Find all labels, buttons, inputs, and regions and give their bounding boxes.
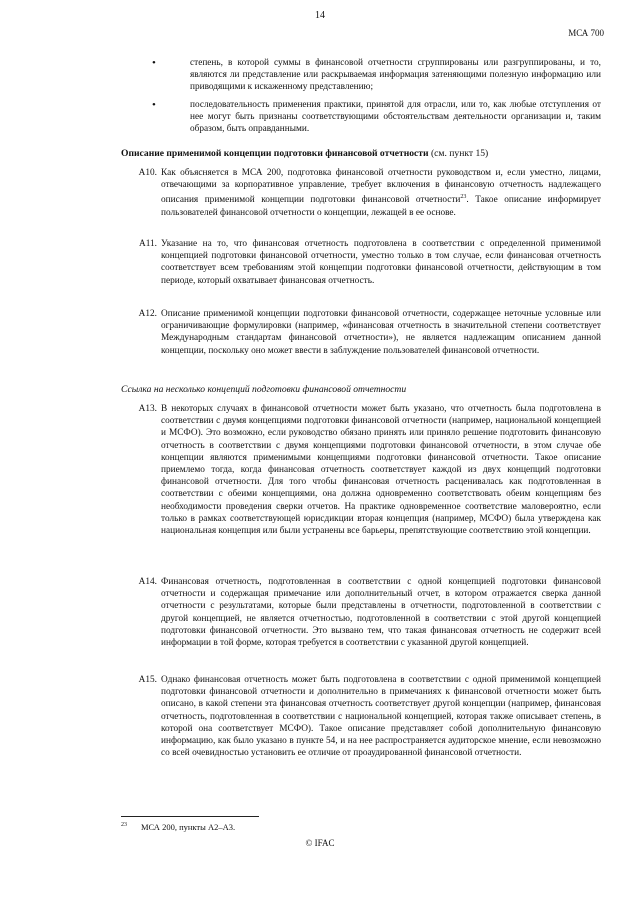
page-number: 14: [315, 10, 325, 21]
paragraph-text: Финансовая отчетность, подготовленная в соответствии с одной концепцией подготовки финансовой отчетности и содержащая примечание или дополнительный отчет, в котором отражается сверка данной отчетности с результатами, которые были представлены в отчетности, подготовленной в соответствии с другой концепцией, не является отчетностью, подготовленной в соответствии с этой другой концепцией подготовки финансовой отчетности. Это вызвано тем, что такая финансовая отчетность не содержит всей информации в той форме, которая требуется в соответствии с указанной другой концепцией.: [161, 577, 601, 649]
footnote-number: 23: [121, 822, 127, 829]
paragraph-a14: [121, 576, 601, 649]
paragraph-text: Однако финансовая отчетность может быть подготовлена в соответствии с одной применимой концепцией подготовки финансовой отчетности и дополнительно в примечаниях к финансовой отчетности может быть описано, в какой степени эта финансовая отчетность соответствует другой концепции (например, финансовая отчетность, подготовленная в соответствии с национальной концепцией, которая также описывает степень, в которой она соответствует МСФО). Такое описание представляет собой дополнительную финансовую информацию, как было указано в пункте 54, и на нее распространяется аудиторское мнение, если невозможно со всей очевидностью установить ее отличие от проаудированной финансовой отчетности.: [161, 675, 601, 759]
subsection-heading: Ссылка на несколько концепций подготовки финансовой отчетности: [121, 384, 407, 395]
bullet-icon: •: [152, 98, 156, 111]
footnote-divider: [121, 816, 259, 817]
paragraph-number: A13.: [138, 404, 157, 414]
list-item: [152, 99, 601, 136]
paragraph-number: A15.: [138, 675, 157, 685]
section-heading-text: Описание применимой концепции подготовки финансовой отчетности: [121, 148, 429, 159]
paragraph-a15: [121, 674, 601, 759]
standard-reference: МСА 700: [568, 28, 604, 38]
footnote: [121, 822, 235, 832]
paragraph-a12: [121, 308, 601, 357]
paragraph-text: Как объясняется в МСА 200, подготовка финансовой отчетности руководством и, если уместно, лицами, отвечающими за корпоративное управление, требует включения в финансовую отчетность надлежащего описания применимой концепции подготовки финансовой отчетности: [161, 168, 601, 206]
section-heading: [121, 148, 488, 159]
paragraph-number: A14.: [138, 577, 157, 587]
paragraph-text: Указание на то, что финансовая отчетность подготовлена в соответствии с определенной применимой концепцией подготовки финансовой отчетности, уместно только в том случае, если финансовая отчетность соответствует всем требованиям этой концепции подготовки финансовой отчетности, действующим в том периоде, который охватывает финансовая отчетность.: [161, 239, 601, 286]
paragraph-text: В некоторых случаях в финансовой отчетности может быть указано, что отчетность была подготовлена в соответствии с двумя концепциями подготовки финансовой отчетности (например, национальной концепцией и МСФО). Это возможно, если руководство обязано принять или приняло решение подготовить финансовую отчетность в соответствии с двумя концепциями подготовки финансовой отчетности, в этом случае обе концепции являются применимыми концепциями подготовки финансовой отчетности. Такое описание приемлемо тогда, когда финансовая отчетность соответствует каждой из двух концепций подготовки финансовой отчетности. Для того чтобы финансовая отчетность расценивалась как подготовленная в соответствии с обеими концепциями, она должна одновременно соответствовать обеим концепциям без необходимости проведения сверки отчетов. На практике одновременное соответствие маловероятно, если только в рамках соответствующей юрисдикции вторая концепция (например, МСФО) была утверждена как национальная концепция или были устранены все барьеры, препятствующие соответствию этой концепции.: [161, 404, 601, 537]
paragraph-number: A10.: [138, 168, 157, 178]
list-item-text: степень, в которой суммы в финансовой отчетности сгруппированы или разгруппированы, и то, являются ли представление или раскрываемая информация затеняющими полезную информацию или приводящими к искаженному представлению;: [190, 58, 601, 93]
list-item: [152, 57, 601, 94]
page-footer: © IFAC: [305, 838, 335, 848]
paragraph-number: A11.: [139, 239, 157, 249]
footnote-reference: 23: [460, 194, 467, 201]
footnote-text: МСА 200, пункты А2–А3.: [141, 822, 236, 832]
list-item-text: последовательность применения практики, принятой для отрасли, или то, как любые отступления от нее могут быть признаны соответствующими обстоятельствам деятельности организации и, таким образом, быть оправданными.: [190, 99, 601, 135]
paragraph-number: A12.: [138, 309, 157, 319]
paragraph-text: Описание применимой концепции подготовки финансовой отчетности, содержащее неточные условные или ограничивающие формулировки (например, «финансовая отчетность в значительной степени соответствует Международным стандартам финансовой отчетности»), не является надлежащим описанием данной концепции, поскольку оно может ввести в заблуждение пользователей финансовой отчетности.: [161, 309, 601, 356]
section-heading-ref: (см. пункт 15): [430, 148, 489, 159]
paragraph-a11: [121, 238, 601, 287]
paragraph-a10: [121, 167, 601, 219]
bullet-icon: •: [152, 57, 156, 69]
paragraph-text: . Такое описание информирует пользователей финансовой отчетности о концепции, лежащей в ее основе.: [161, 195, 601, 218]
bullet-list: [152, 57, 601, 140]
paragraph-a13: [121, 403, 601, 537]
